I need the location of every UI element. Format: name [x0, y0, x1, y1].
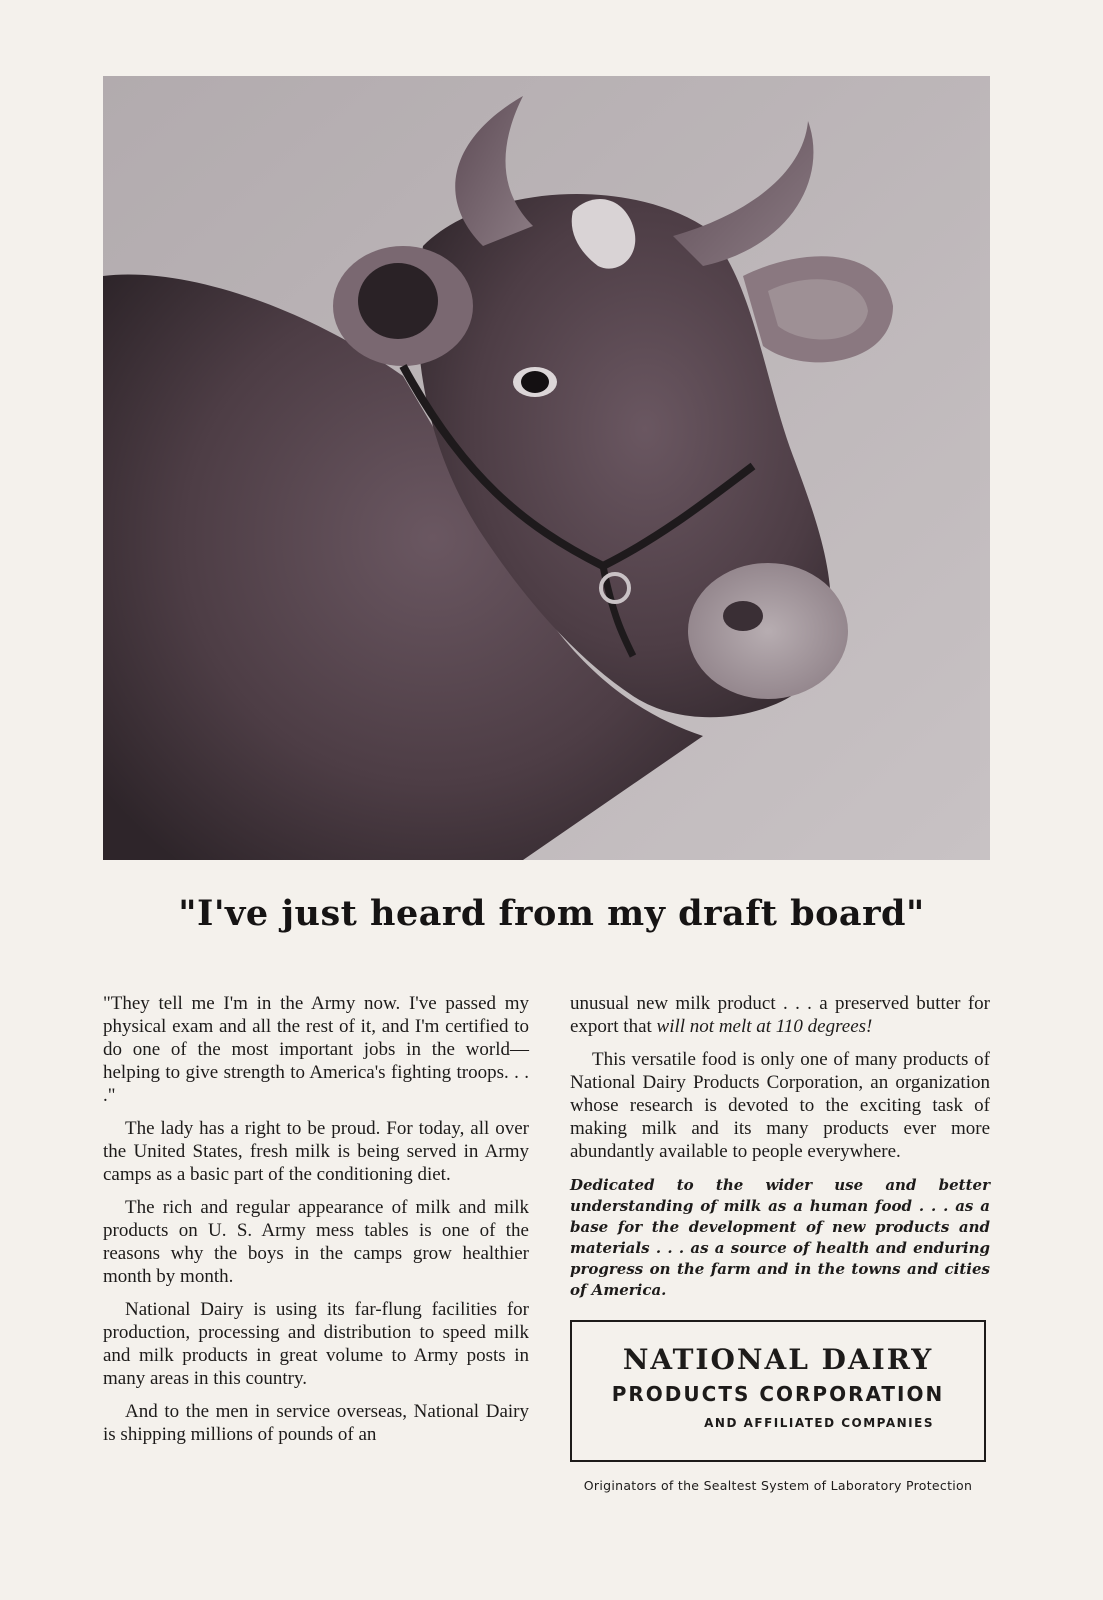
headline: "I've just heard from my draft board": [178, 893, 925, 934]
footer-tagline: Originators of the Sealtest System of Laboratory Protection: [583, 1478, 973, 1493]
body-paragraph: The lady has a right to be proud. For today, all over the United States, fresh milk is being served in Army camps as a basic part of the conditioning diet.: [103, 1118, 529, 1185]
logo-line-name: NATIONAL DAIRY: [622, 1343, 934, 1376]
dedication-statement: Dedicated to the wider use and better understanding of milk as a human food . . . as a base for the development of new products and materials . . . as a source of health and enduring progress on the farm and in the towns and cities of America.: [570, 1176, 990, 1299]
body-paragraph: The rich and regular appearance of milk and milk products on U. S. Army mess tables is one of the reasons why the boys in the camps grow healthier month by month.: [103, 1197, 529, 1287]
body-text: unusual new milk product . . . a preserved butter for export that: [570, 993, 990, 1037]
logo-line-corporation: PRODUCTS CORPORATION: [611, 1382, 945, 1406]
body-column-right: [570, 992, 990, 1301]
body-paragraph: [570, 992, 990, 1038]
logo-line-affiliates: AND AFFILIATED COMPANIES: [704, 1416, 934, 1430]
body-text-italic: will not melt at 110 degrees!: [656, 1016, 873, 1037]
company-logo-box: [570, 1320, 986, 1462]
body-paragraph: National Dairy is using its far-flung facilities for production, processing and distribution to speed milk and milk products in great volume to Army posts in many areas in this country.: [103, 1299, 529, 1389]
body-paragraph: And to the men in service overseas, National Dairy is shipping millions of pounds of an: [103, 1401, 529, 1445]
body-paragraph: This versatile food is only one of many products of National Dairy Products Corporation, an organization whose research is devoted to the exciting task of making milk and its many products ever more abundantly available to people everywhere.: [570, 1049, 990, 1162]
body-column-left: [103, 992, 529, 1456]
body-paragraph: "They tell me I'm in the Army now. I've passed my physical exam and all the rest of it, and I'm certified to do one of the most important jobs in the world—helping to give strength to America's fighting troops. . . .": [103, 993, 529, 1106]
cow-photograph: [103, 76, 990, 860]
